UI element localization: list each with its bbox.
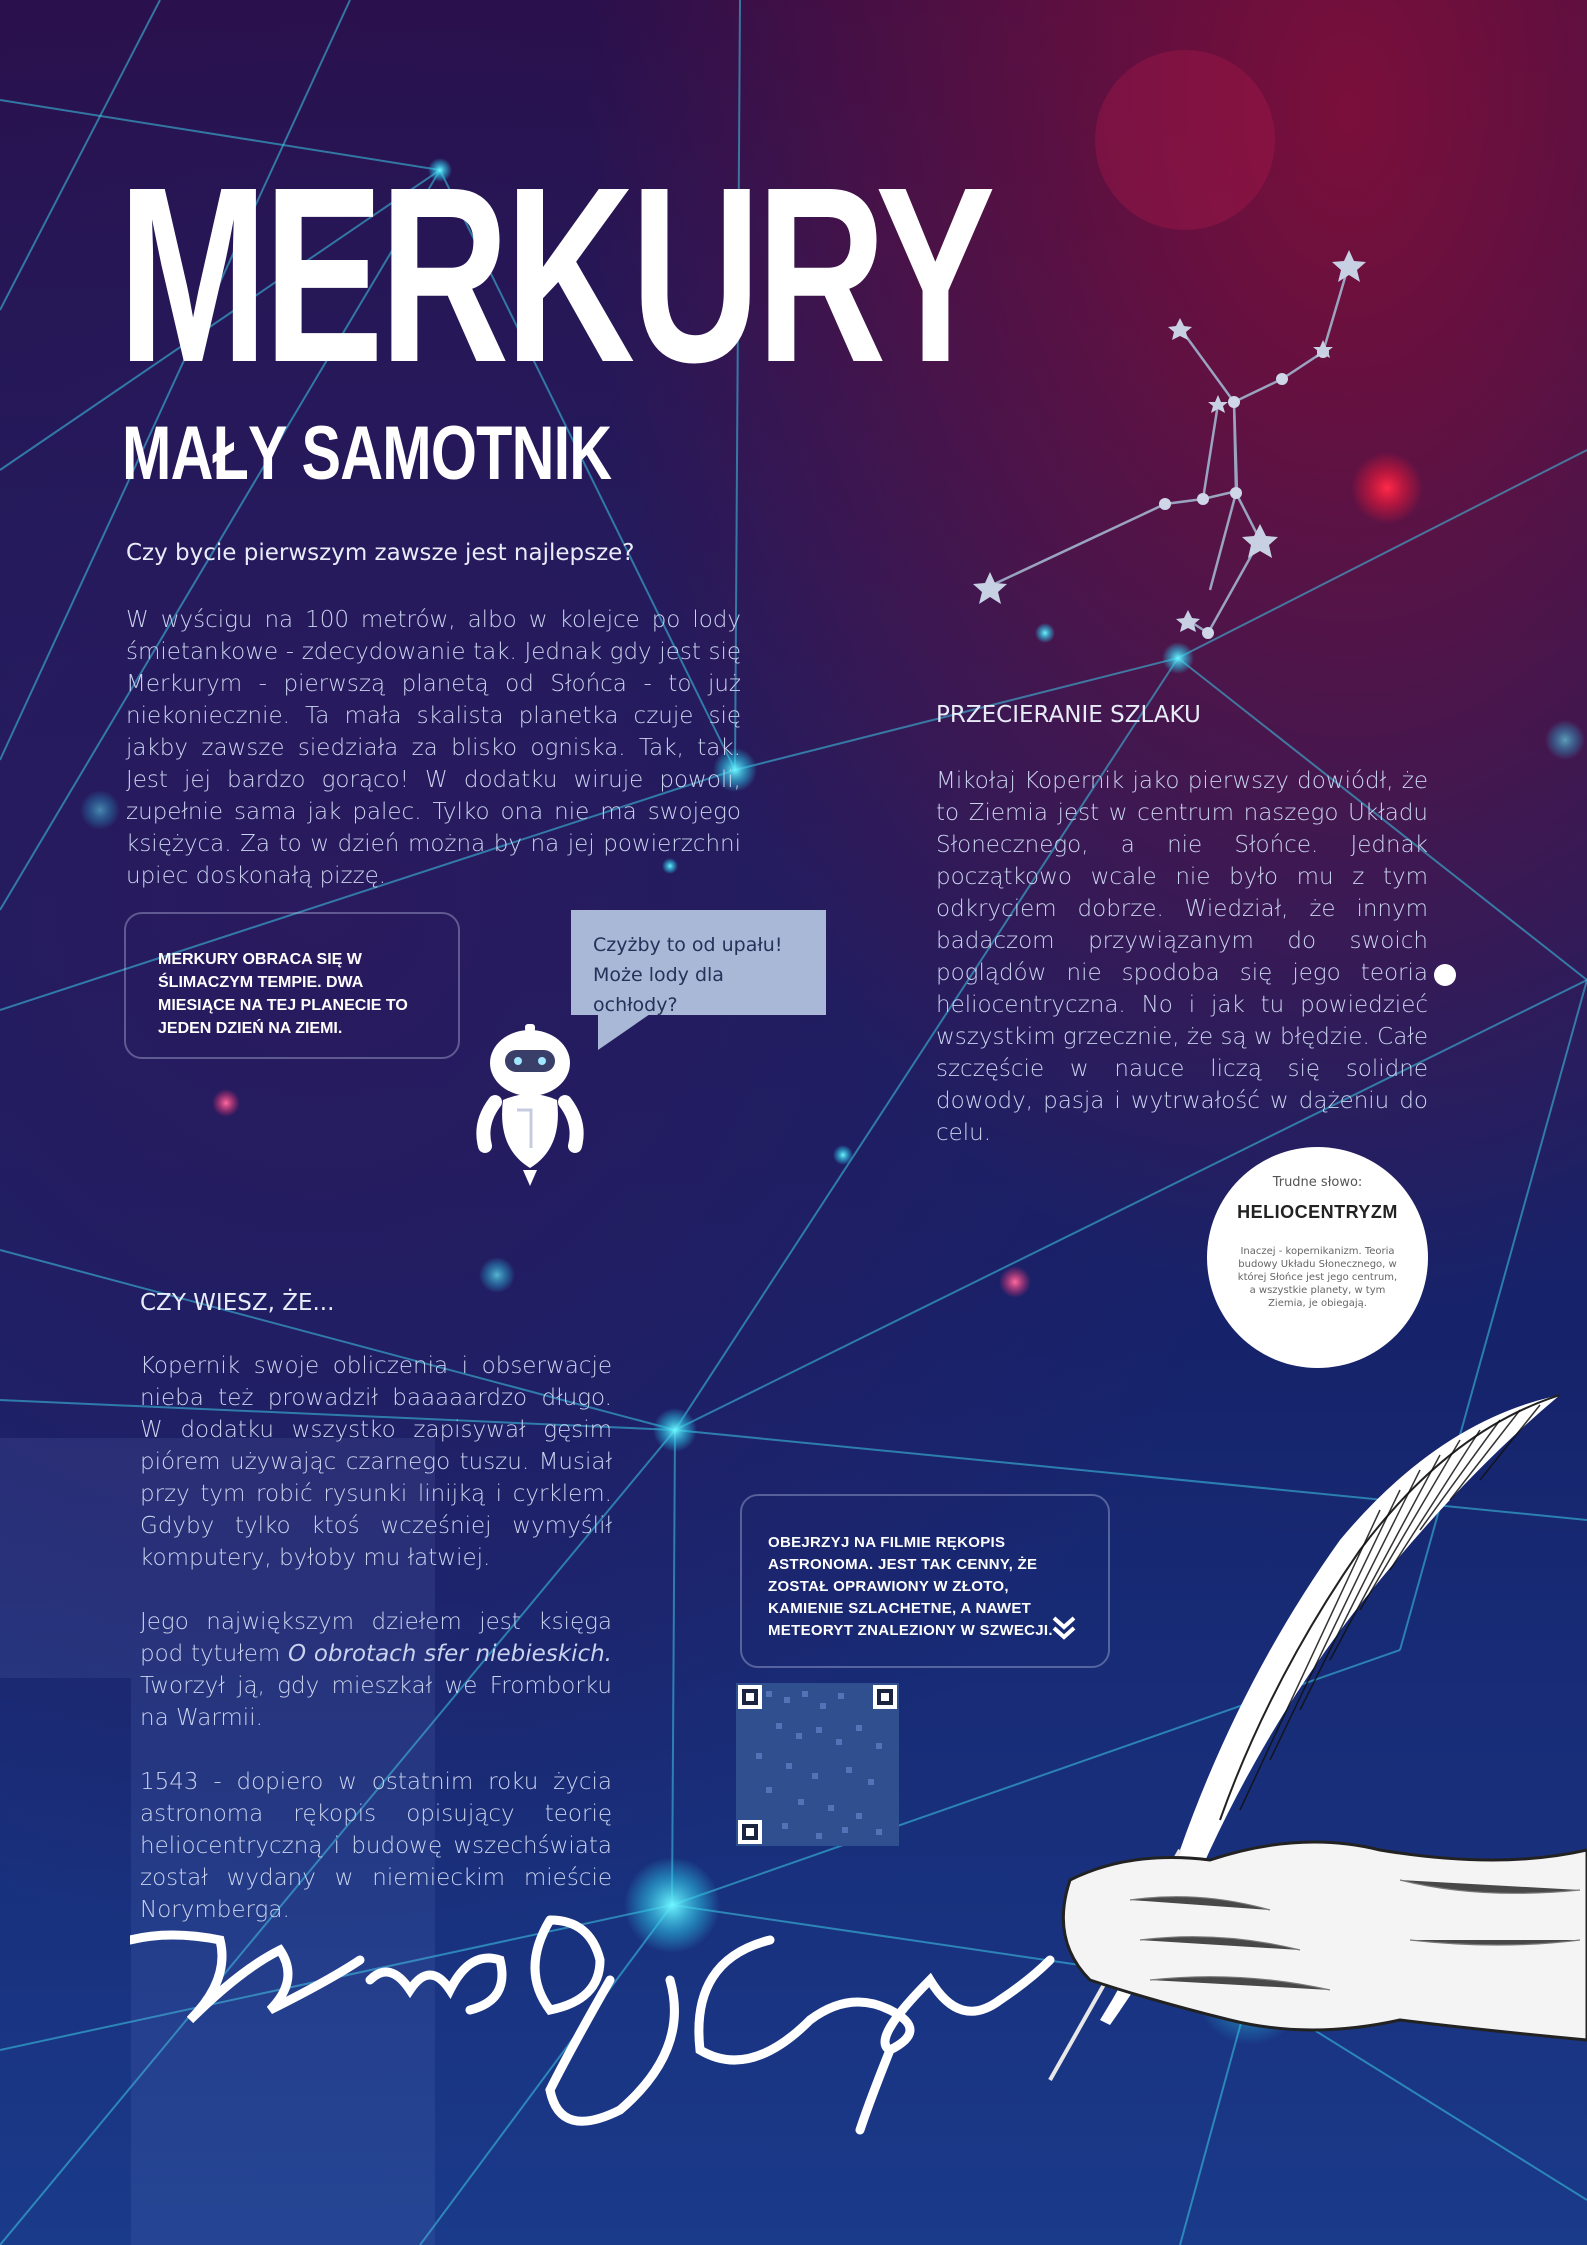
book-title: O obrotach sfer niebieskich. [288, 1641, 612, 1667]
hard-word-definition: Inaczej - kopernikanizm. Teoria budowy Układu Słonecznego, w której Słońce jest jego centrum, a wszystkie planety, w tym Ziemia, je obiegają. [1237, 1246, 1398, 1309]
did-you-know-p2 [140, 1606, 612, 1734]
p2-text: Jego największym dziełem jest księga pod tytułem [140, 1609, 612, 1667]
quill-hand-illustration [980, 1380, 1587, 2120]
fact-box-text: MERKURY OBRACA SIĘ W ŚLIMACZYM TEMPIE. DWA MIESIĄCE NA TEJ PLANECIE TO JEDEN DZIEŃ NA ZIEMI. [158, 951, 408, 1037]
signature [130, 1900, 1060, 2150]
speech-bubble-tail [598, 1014, 650, 1050]
did-you-know-p3: 1543 - dopiero w ostatnim roku życia astronoma rękopis opisujący teorię heliocentryczną i budowę wszechświata został wydany w niemieckim mieście Norymberga. [140, 1769, 612, 1923]
did-you-know-heading: CZY WIESZ, ŻE... [140, 1290, 335, 1316]
page-title: MERKURY [118, 135, 992, 414]
did-you-know-p1: Kopernik swoje obliczenia i obserwacje nieba też prowadził baaaaardzo długo. W dodatku wszystko zapisywał gęsim piórem używając czarnego tuszu. Musiał przy tym robić rysunki linijką i cyrklem. Gdyby tylko ktoś wcześniej wymyślił komputery, byłoby mu łatwiej. [140, 1353, 612, 1571]
speech-bubble-line: Może lody dla ochłody? [593, 964, 724, 1016]
hard-word-circle [1207, 1147, 1428, 1368]
constellation [960, 240, 1460, 660]
speech-bubble [571, 910, 826, 1015]
robot-icon [465, 1018, 595, 1193]
pioneer-heading: PRZECIERANIE SZLAKU [936, 702, 1201, 728]
intro-text: W wyścigu na 100 metrów, albo w kolejce po lody śmietankowe - zdecydowanie tak. Jednak gdy jest się Merkurym - pierwszą planetą od Słońca - to już niekoniecznie. Ta mała skalista planetka czuje się jakby zawsze siedziała za blisko ogniska. Tak, tak. Jest jej bardzo gorąco! W dodatku wiruje powoli, zupełnie sama jak palec. Tylko ona nie ma swojego księżyca. Za to w dzień można by na jej powierzchni upiec doskonałą pizzę. [126, 607, 741, 889]
speech-bubble-line: Czyżby to od upału! [593, 934, 783, 956]
p2-text: Tworzył ją, gdy mieszkał we Fromborku na Warmii. [140, 1673, 612, 1731]
page-subtitle: MAŁY SAMOTNIK [122, 411, 612, 496]
pioneer-text: Mikołaj Kopernik jako pierwszy dowiódł, że to Ziemia jest w centrum naszego Układu Słonecznego, a nie Słońce. Jednak początkowo wcale nie było mu z tym odkryciem dobrze. Wiedział, że innym badaczom przywiązanym do swoich poglądów nie spodoba się jego teoria heliocentryczna. No i jak tu powiedzieć wszystkim grzecznie, że są w błędzie. Całe szczęście w nauce liczą się solidne dowody, pasja i wytrwałość w dążeniu do celu. [936, 768, 1428, 1146]
intro-question: Czy bycie pierwszym zawsze jest najlepsze? [126, 540, 635, 566]
hard-word-label: Trudne słowo: [1272, 1175, 1363, 1190]
film-box-text: OBEJRZYJ NA FILMIE RĘKOPIS ASTRONOMA. JEST TAK CENNY, ŻE ZOSTAŁ OPRAWIONY W ZŁOTO, KAMIENIE SZLACHETNE, A NAWET METEORYT ZNALEZIONY W SZWECJI. [768, 1534, 1053, 1639]
qr-code[interactable] [736, 1683, 899, 1846]
fact-box [124, 912, 460, 1059]
hard-word-term: HELIOCENTRYZM [1237, 1202, 1398, 1222]
